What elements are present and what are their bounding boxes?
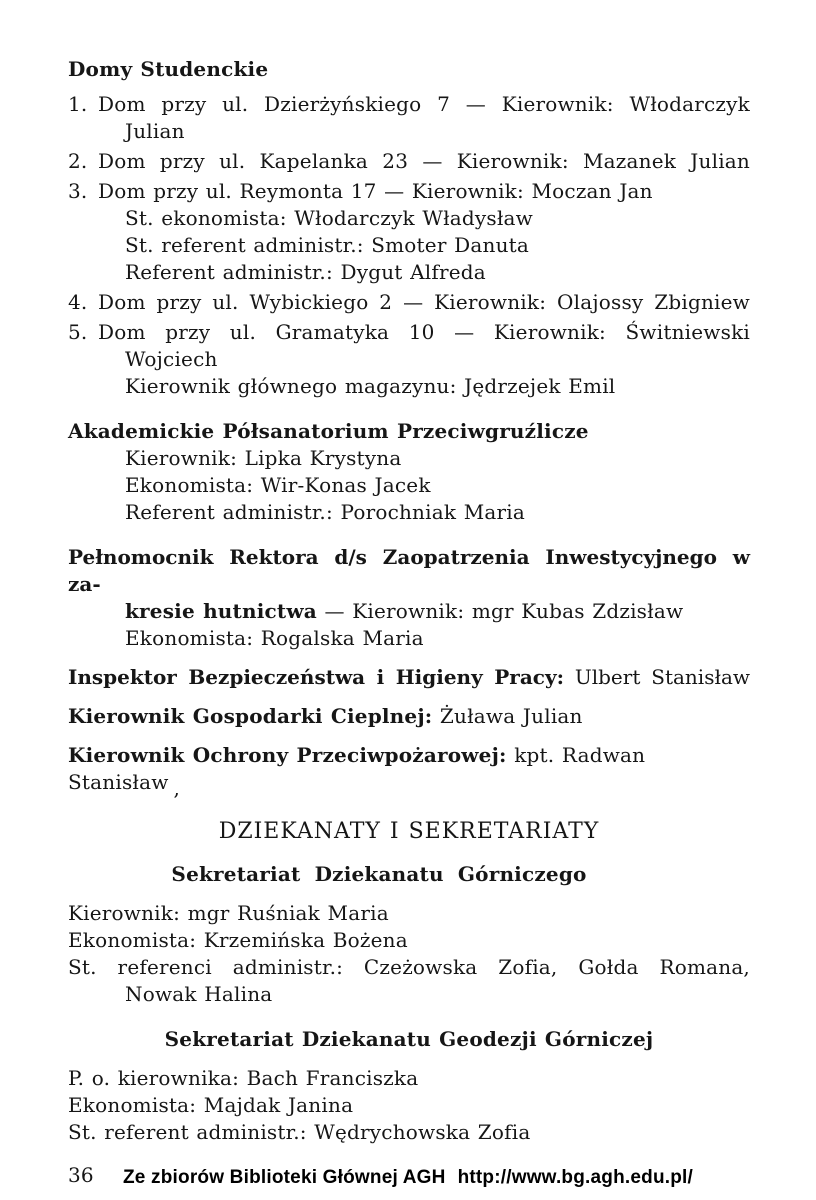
plenipotentiary-line-2: [125, 598, 750, 625]
dorm-item-2-number: 2.: [68, 149, 88, 173]
sanatorium-role-1: Kierownik: Lipka Krystyna: [125, 446, 402, 470]
mining-line-3: St. referenci administr.: Czeżowska Zofia, Gołda Romana,: [68, 955, 750, 979]
sanatorium-role-3: Referent administr.: Porochniak Maria: [125, 500, 526, 524]
dorm-item-3-role-2: St. referent administr.: Smoter Danuta: [125, 233, 530, 257]
dorm-item-5-continuation: Wojciech: [125, 347, 218, 371]
heading-mining-secretariat: Sekretariat Dziekanatu Górniczego: [171, 862, 587, 886]
fire-manager-comma-mark: ,: [173, 776, 181, 800]
safety-inspector-line: [68, 664, 750, 691]
mining-line-1: Kierownik: mgr Ruśniak Maria: [68, 901, 389, 925]
heading-dormitories: Domy Studenckie: [68, 57, 269, 81]
dorm-item-5-role-1: Kierownik głównego magazynu: Jędrzejek Emil: [125, 374, 616, 398]
dorm-item-3-role-3: Referent administr.: Dygut Alfreda: [125, 260, 486, 284]
safety-inspector-label: Inspektor Bezpieczeństwa i Higieny Pracy:: [68, 665, 564, 689]
fire-manager-name: kpt. Radwan Stanisław: [68, 743, 646, 794]
plenipotentiary-line-2-bold: kresie hutnictwa: [125, 599, 317, 623]
dorm-item-3-role-1: St. ekonomista: Włodarczyk Władysław: [125, 206, 533, 230]
footer-credit-text: Ze zbiorów Biblioteki Głównej AGH: [122, 1167, 446, 1188]
footer-credit-line: [0, 1167, 816, 1189]
dorm-item-2: [68, 148, 750, 175]
fire-manager-line: [68, 742, 750, 800]
dorm-item-1-text: Dom przy ul. Dzierżyńskiego 7 — Kierownik: Włodarczyk: [98, 92, 750, 116]
dorm-item-3: [68, 178, 750, 205]
dorm-item-3-text: Dom przy ul. Reymonta 17 — Kierownik: Moczan Jan: [98, 179, 653, 203]
heading-geodesy-secretariat: Sekretariat Dziekanatu Geodezji Górniczej: [164, 1027, 654, 1051]
plenipotentiary-line-1: Pełnomocnik Rektora d/s Zaopatrzenia Inwestycyjnego w za-: [68, 545, 750, 596]
sanatorium-role-2: Ekonomista: Wir-Konas Jacek: [125, 473, 431, 497]
mining-line-3-continuation: Nowak Halina: [125, 982, 273, 1006]
heat-manager-name: Żuława Julian: [432, 704, 583, 728]
dorm-item-5-text: Dom przy ul. Gramatyka 10 — Kierownik: Świtniewski: [98, 320, 750, 344]
heat-manager-label: Kierownik Gospodarki Cieplnej:: [68, 704, 433, 728]
dorm-item-4-number: 4.: [68, 290, 88, 314]
dorm-item-3-number: 3.: [68, 179, 88, 203]
page-number: 36: [68, 1163, 94, 1187]
geodesy-line-1: P. o. kierownika: Bach Franciszka: [68, 1066, 419, 1090]
dorm-item-1-number: 1.: [68, 92, 88, 116]
dorm-item-4-text: Dom przy ul. Wybickiego 2 — Kierownik: Olajossy Zbigniew: [98, 290, 750, 314]
geodesy-line-2: Ekonomista: Majdak Janina: [68, 1093, 354, 1117]
mining-line-2: Ekonomista: Krzemińska Bożena: [68, 928, 408, 952]
geodesy-line-3: St. referent administr.: Wędrychowska Zofia: [68, 1120, 531, 1144]
heading-deaneries: DZIEKANATY I SEKRETARIATY: [218, 819, 600, 844]
plenipotentiary-role-1: Ekonomista: Rogalska Maria: [125, 626, 424, 650]
heat-manager-line: [68, 703, 750, 730]
safety-inspector-name: Ulbert Stanisław: [563, 665, 750, 689]
dorm-item-4: [68, 289, 750, 316]
footer-url: http://www.bg.agh.edu.pl/: [457, 1167, 693, 1188]
heading-sanatorium: Akademickie Półsanatorium Przeciwgruźlicze: [68, 419, 589, 443]
dorm-item-5-number: 5.: [68, 320, 88, 344]
fire-manager-label: Kierownik Ochrony Przeciwpożarowej:: [68, 743, 507, 767]
dorm-item-1: [68, 91, 750, 118]
dorm-item-2-text: Dom przy ul. Kapelanka 23 — Kierownik: Mazanek Julian: [98, 149, 750, 173]
dorm-item-5: [68, 319, 750, 346]
text-block: [68, 56, 750, 1189]
plenipotentiary-line-2-rest: — Kierownik: mgr Kubas Zdzisław: [316, 599, 684, 623]
dorm-item-1-continuation: Julian: [125, 119, 185, 143]
